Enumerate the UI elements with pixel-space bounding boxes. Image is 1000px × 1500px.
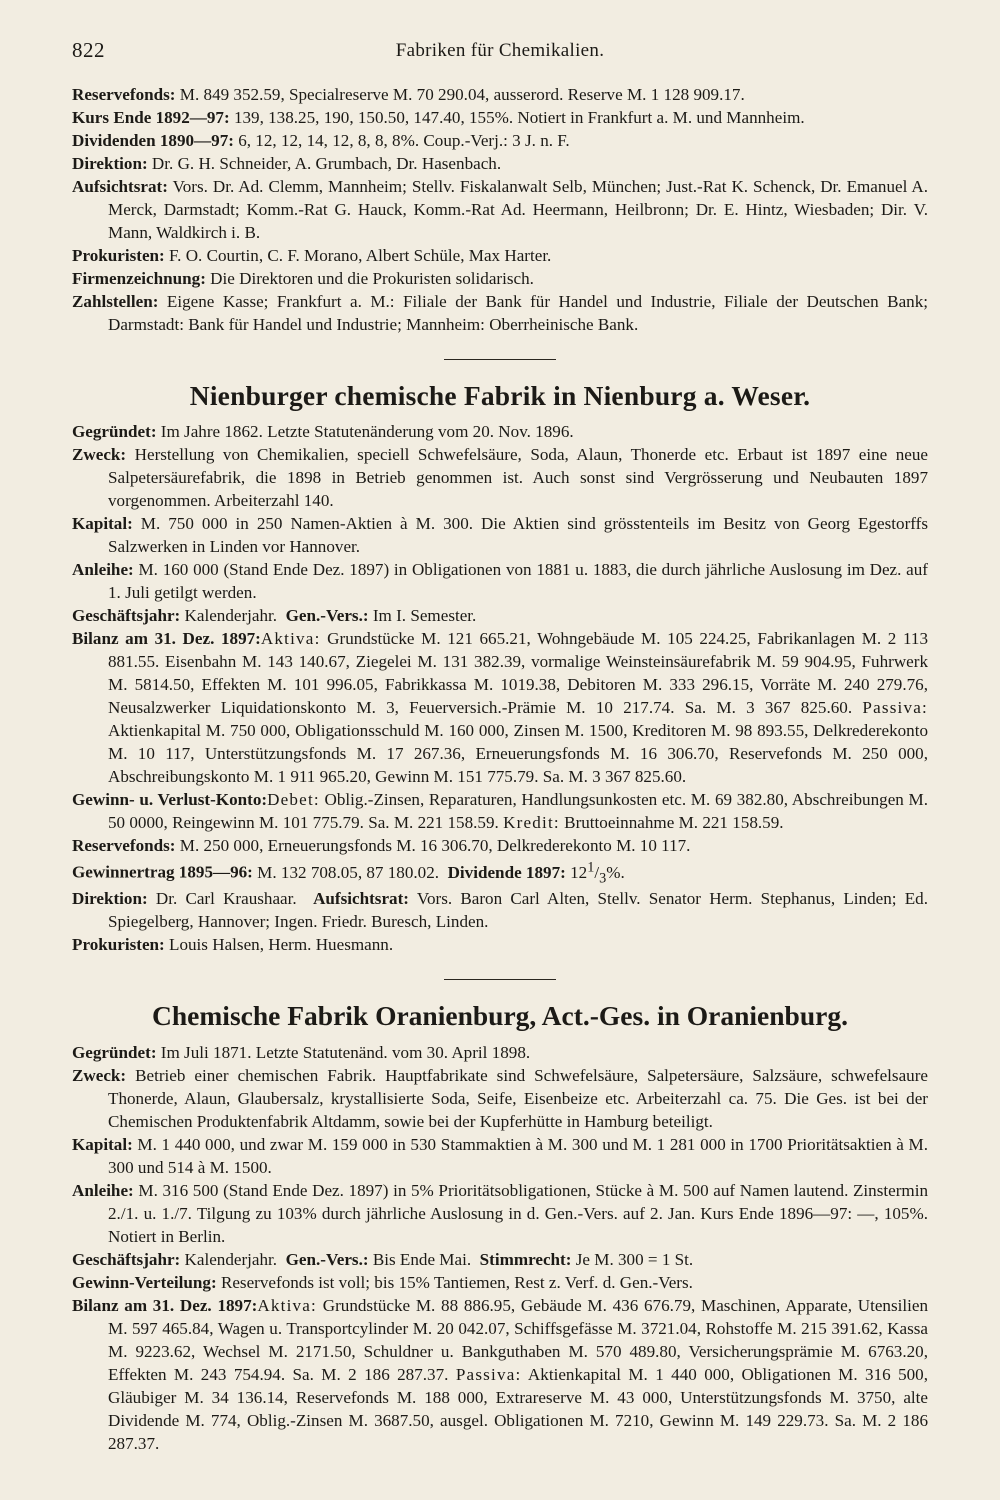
field-value: M. 132 708.05, 87 180.02. Dividende 1897: $12^1/_3\%$. [252,859,625,887]
field-label: Anleihe: [72,1180,134,1200]
field-row [72,888,928,934]
field-row [72,1180,928,1249]
field-label: Firmenzeichnung: [72,268,206,288]
field-value: M. 1 440 000, und zwar M. 159 000 in 530 Stammaktien à M. 300 und M. 1 281 000 in 1700 Prioritätsaktien à M. 300 und 514 à M. 1500. [108,1134,928,1177]
field-value: Dr. Carl Kraushaar. Aufsichtsrat: Vors. Baron Carl Alten, Stellv. Senator Herm. Stephanus, Linden; Ed. Spiegelberg, Hannover; Ingen. Friedr. Buresch, Linden. [108,889,928,932]
field-value: Vors. Dr. Ad. Clemm, Mannheim; Stellv. Fiskalanwalt Selb, München; Just.-Rat K. Schenck, Dr. Emanuel A. Merck, Darmstadt; Komm.-Rat G. Hauck, Komm.-Rat Ad. Heermann, Heilbronn; Dr. E. Hintz, Wiesbaden; Dir. V. Mann, Waldkirch i. B. [108,176,928,242]
field-row [72,1042,928,1065]
field-value: M. 316 500 (Stand Ende Dez. 1897) in 5% Prioritätsobligationen, Stücke à M. 500 auf Namen lautend. Zinstermin 2./1. u. 1./7. Tilgung zu 103% durch jährliche Auslosung in d. Gen.-Vers. auf 2. Jan. Kurs Ende 1896—97: —, 105%. Notiert in Berlin. [108,1180,928,1246]
field-label: Zahlstellen: [72,291,159,311]
company-entry [72,380,928,958]
field-label: Geschäftsjahr: [72,606,181,626]
field-row [72,84,928,107]
field-value: M. 160 000 (Stand Ende Dez. 1897) in Obligationen von 1881 u. 1883, die durch jährliche Auslosung im Dez. auf 1. Juli getilgt werden. [108,560,928,603]
company-entry [72,1000,928,1455]
field-value: Die Direktoren und die Prokuristen solidarisch. [205,268,534,288]
field-row [72,605,928,628]
field-row [72,934,928,957]
field-label: Reservefonds: [72,836,176,856]
field-row [72,858,928,888]
page-body [72,84,928,1456]
field-label: Gewinnertrag 1895—96: [72,862,253,882]
field-row [72,130,928,153]
field-label: Gewinn- u. Verlust-Konto: [72,790,268,810]
field-label: Gegründet: [72,1042,157,1062]
field-value: M. 250 000, Erneuerungsfonds M. 16 306.70, Delkrederekonto M. 10 117. [175,836,691,856]
field-sublabel: Dividende 1897: [447,862,566,882]
field-label: Direktion: [72,153,148,173]
field-value: Im Juli 1871. Letzte Statutenänd. vom 30. April 1898. [156,1042,531,1062]
field-row [72,153,928,176]
field-sublabel: Stimmrecht: [479,1249,572,1269]
field-row [72,1065,928,1134]
field-sublabel-passiva: Passiva: [455,1364,522,1384]
field-value: M. 750 000 in 250 Namen-Aktien à M. 300. Die Aktien sind grösstenteils im Besitz von Georg Egestorffs Salzwerken in Linden vor Hannover. [108,514,928,557]
field-value: 139, 138.25, 190, 150.50, 147.40, 155%. Notiert in Frankfurt a. M. und Mannheim. [229,107,805,127]
field-value-2: Bruttoeinnahme M. 221 158.59. [559,813,784,833]
field-value: Eigene Kasse; Frankfurt a. M.: Filiale der Bank für Handel und Industrie, Filiale der Deutschen Bank; Darmstadt: Bank für Handel und Industrie; Mannheim: Oberrheinische Bank. [108,291,928,334]
section-divider [444,359,556,360]
field-label: Zweck: [72,1065,127,1085]
field-value: Kalenderjahr. Gen.-Vers.: Bis Ende Mai. Stimmrecht: Je M. 300 = 1 St. [180,1249,694,1269]
running-head: Fabriken für Chemikalien. [395,40,605,61]
field-value: F. O. Courtin, C. F. Morano, Albert Schüle, Max Harter. [164,245,552,265]
field-value: Dr. G. H. Schneider, A. Grumbach, Dr. Hasenbach. [147,153,502,173]
field-label: Bilanz am 31. Dez. 1897: [72,1295,258,1315]
field-label: Gewinn-Verteilung: [72,1272,217,1292]
field-label: Kapital: [72,1134,133,1154]
page-header [72,38,928,84]
field-value-2: Aktienkapital M. 750 000, Obligationsschuld M. 160 000, Zinsen M. 1500, Kreditoren M. 98 893.55, Delkrederekonto M. 10 117, Unterstützungsfonds M. 17 267.36, Erneuerungsfonds M. 16 306.70, Reservefonds M. 250 000, Abschreibungskonto M. 1 911 965.20, Gewinn M. 151 775.79. Sa. M. 3 367 825.60. [108,721,928,787]
field-row [72,1134,928,1180]
field-label: Bilanz am 31. Dez. 1897: [72,629,261,649]
field-label: Prokuristen: [72,935,165,955]
field-label: Aufsichtsrat: [72,176,168,196]
field-sublabel-aktiva: Aktiva: [260,629,321,649]
field-row [72,1295,928,1456]
field-label: Direktion: [72,889,148,909]
field-sublabel-debet: Debet: [267,790,320,810]
field-sublabel-passiva: Passiva: [862,698,928,718]
field-value: Oblig.-Zinsen, Reparaturen, Handlungsunkosten etc. M. 69 382.80, Abschreibungen M. 50 0000, Reingewinn M. 101 775.79. Sa. M. 221 158.59. [108,790,928,833]
field-row [72,835,928,858]
field-row [72,789,928,835]
field-row [72,245,928,268]
field-sublabel: Gen.-Vers.: [285,1249,369,1269]
entry-title: Chemische Fabrik Oranienburg, Act.-Ges. in Oranienburg. [152,1000,848,1032]
field-value: Herstellung von Chemikalien, speciell Schwefelsäure, Soda, Alaun, Thonerde etc. Erbaut ist 1897 eine neue Salpetersäurefabrik, die 1898 in Betrieb genommen ist. Auch sonst sind Vergrösserung und Neubauten 1897 vorgenommen. Arbeiterzahl 140. [108,445,928,511]
field-row [72,421,928,444]
field-row [72,513,928,559]
field-value: Louis Halsen, Herm. Huesmann. [164,935,394,955]
field-label: Prokuristen: [72,245,165,265]
field-label: Zweck: [72,445,127,465]
field-row [72,628,928,789]
field-label: Dividenden 1890—97: [72,130,234,150]
field-sublabel: Aufsichtsrat: [313,889,409,909]
entry-title: Nienburger chemische Fabrik in Nienburg a. Weser. [189,379,811,411]
field-row [72,176,928,245]
field-row [72,1272,928,1295]
section-divider [444,979,556,980]
field-row [72,107,928,130]
field-value: Reservefonds ist voll; bis 15% Tantiemen, Rest z. Verf. d. Gen.-Vers. [216,1272,693,1292]
field-sublabel-kredit: Kredit: [503,813,560,833]
field-value: Kalenderjahr. Gen.-Vers.: Im I. Semester. [180,606,477,626]
field-value-2: Aktienkapital M. 1 440 000, Obligationen M. 316 500, Gläubiger M. 34 136.14, Reservefonds M. 188 000, Extrareserve M. 43 000, Unterstützungsfonds M. 3750, alte Dividende M. 774, Oblig.-Zinsen M. 3687.50, ausgel. Obligationen M. 7210, Gewinn M. 149 229.73. Sa. M. 2 186 287.37. [108,1364,928,1453]
field-value: Grundstücke M. 88 886.95, Gebäude M. 436 676.79, Maschinen, Apparate, Utensilien M. 597 465.84, Wagen u. Transportcylinder M. 20 042.07, Schiffsgefässe M. 3721.04, Rohstoffe M. 215 391.62, Kassa M. 9223.62, Wechsel M. 2171.50, Schuldner u. Bankguthaben M. 570 489.80, Versicherungsprämie M. 6763.20, Effekten M. 243 754.94. Sa. M. 2 186 287.37. [108,1295,928,1384]
field-value: M. 849 352.59, Specialreserve M. 70 290.04, ausserord. Reserve M. 1 128 909.17. [175,85,745,104]
field-row [72,268,928,291]
field-row [72,291,928,337]
field-value: 6, 12, 12, 14, 12, 8, 8, 8%. Coup.-Verj.: 3 J. n. F. [233,130,570,150]
field-row [72,444,928,513]
field-value: Betrieb einer chemischen Fabrik. Hauptfabrikate sind Schwefelsäure, Salpetersäure, Salzsäure, schwefelsaure Thonerde, Alaun, Glaubersalz, krystallisierte Soda, Seife, Eisenbeize etc. Arbeiterzahl ca. 75. Die Ges. ist bei der Chemischen Produktenfabrik Altdamm, sowie bei der Kupferhütte in Hamburg beteiligt. [108,1065,928,1131]
company-entry [72,84,928,337]
field-label: Anleihe: [72,560,134,580]
field-sublabel: Gen.-Vers.: [285,606,369,626]
page-number: 822 [72,38,105,62]
field-row [72,559,928,605]
field-sublabel-aktiva: Aktiva: [257,1295,318,1315]
field-label: Geschäftsjahr: [72,1249,181,1269]
field-label: Kurs Ende 1892—97: [72,107,230,127]
field-label: Kapital: [72,514,133,534]
field-label: Gegründet: [72,422,157,442]
field-label: Reservefonds: [72,85,176,104]
field-row [72,1249,928,1272]
field-value: Im Jahre 1862. Letzte Statutenänderung vom 20. Nov. 1896. [156,422,574,442]
field-value: Grundstücke M. 121 665.21, Wohngebäude M. 105 224.25, Fabrikanlagen M. 2 113 881.55. Eisenbahn M. 143 140.67, Ziegelei M. 131 382.39, vormalige Weinsteinsäurefabrik M. 59 904.95, Fuhrwerk M. 5814.50, Effekten M. 101 996.05, Fabrikkassa M. 1019.38, Debitoren M. 333 296.15, Vorräte M. 240 279.76, Neusalzwerker Liquidationskonto M. 3, Feuerversich.-Prämie M. 10 217.74. Sa. M. 3 367 825.60. [108,629,928,718]
